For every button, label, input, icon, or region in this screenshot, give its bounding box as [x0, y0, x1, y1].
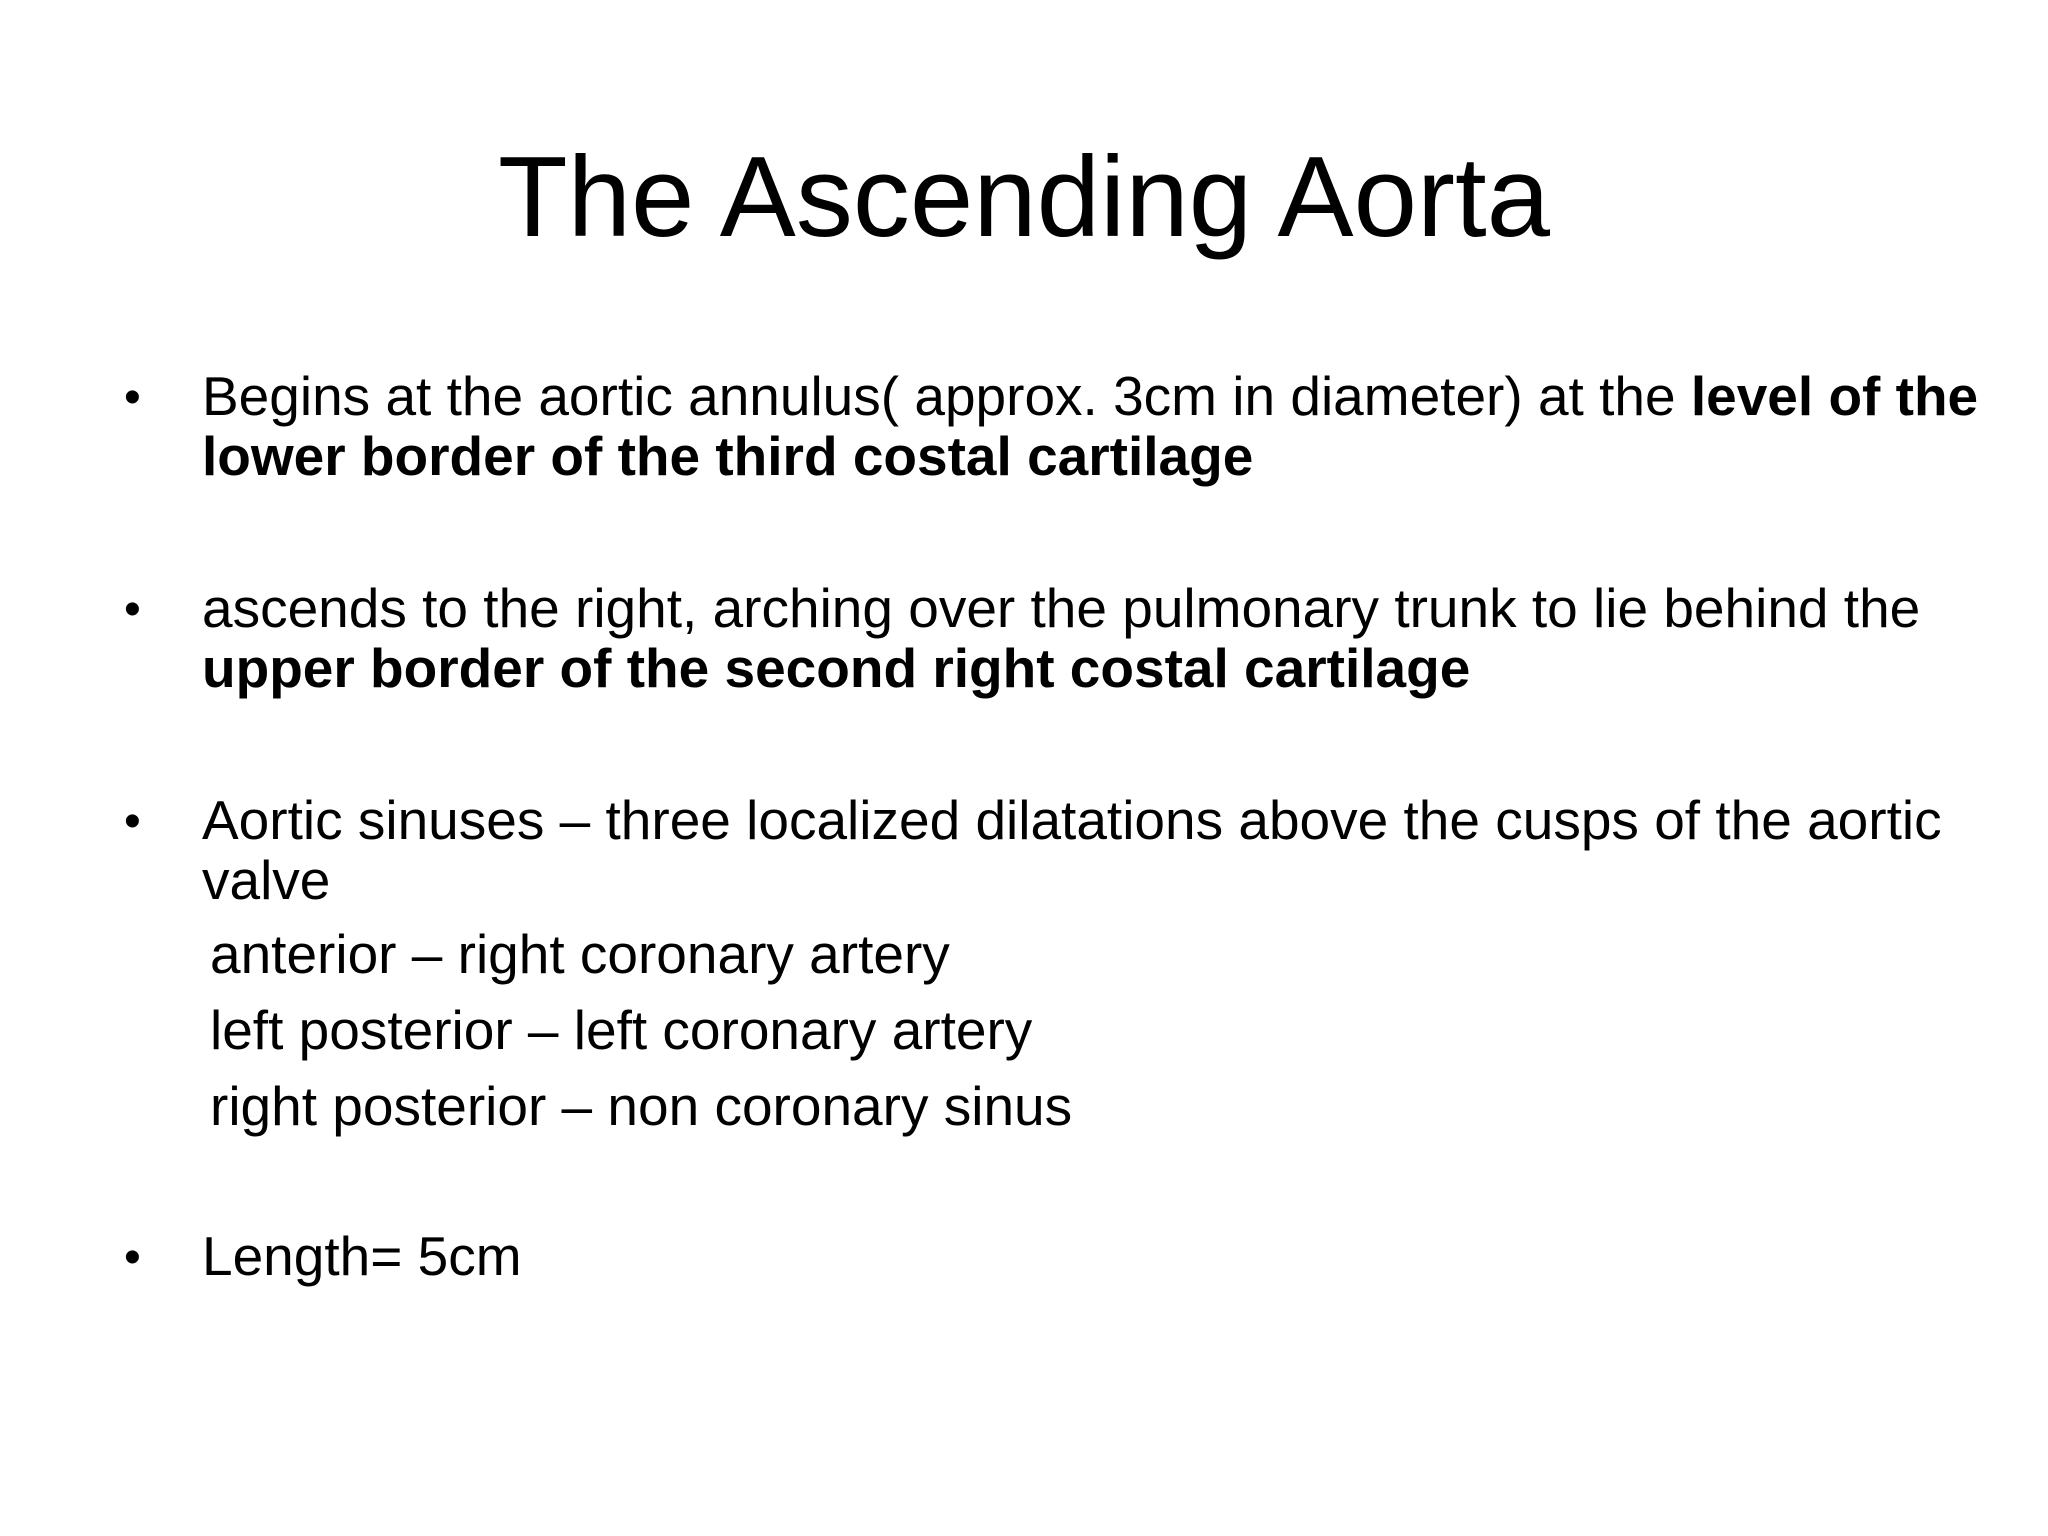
- bullet-marker: •: [124, 371, 141, 424]
- bullet-text-1: [202, 366, 1982, 486]
- sub-item-right-posterior: right posterior – non coronary sinus: [210, 1075, 1073, 1137]
- bullet-1-bold: level of the lower border of the third costal cartilage: [202, 365, 1979, 487]
- bullet-marker: •: [124, 795, 141, 848]
- bullet-marker: •: [124, 583, 141, 636]
- bullet-2-bold: upper border of the second right costal cartilage: [202, 637, 1471, 699]
- sub-item-anterior: anterior – right coronary artery: [210, 923, 950, 985]
- bullet-text-3: Aortic sinuses – three localized dilatations above the cusps of the aortic valve: [202, 789, 1942, 911]
- sub-item-left-posterior: left posterior – left coronary artery: [210, 999, 1033, 1061]
- slide-title: The Ascending Aorta: [497, 134, 1551, 261]
- bullet-text-2: [202, 578, 1982, 698]
- bullet-marker: •: [124, 1231, 141, 1284]
- bullet-2-text: ascends to the right, arching over the pulmonary trunk to lie behind the: [202, 577, 1921, 639]
- bullet-1-text: Begins at the aortic annulus( approx. 3cm in diameter) at the: [202, 365, 1691, 427]
- bullet-text-4: Length= 5cm: [202, 1225, 522, 1287]
